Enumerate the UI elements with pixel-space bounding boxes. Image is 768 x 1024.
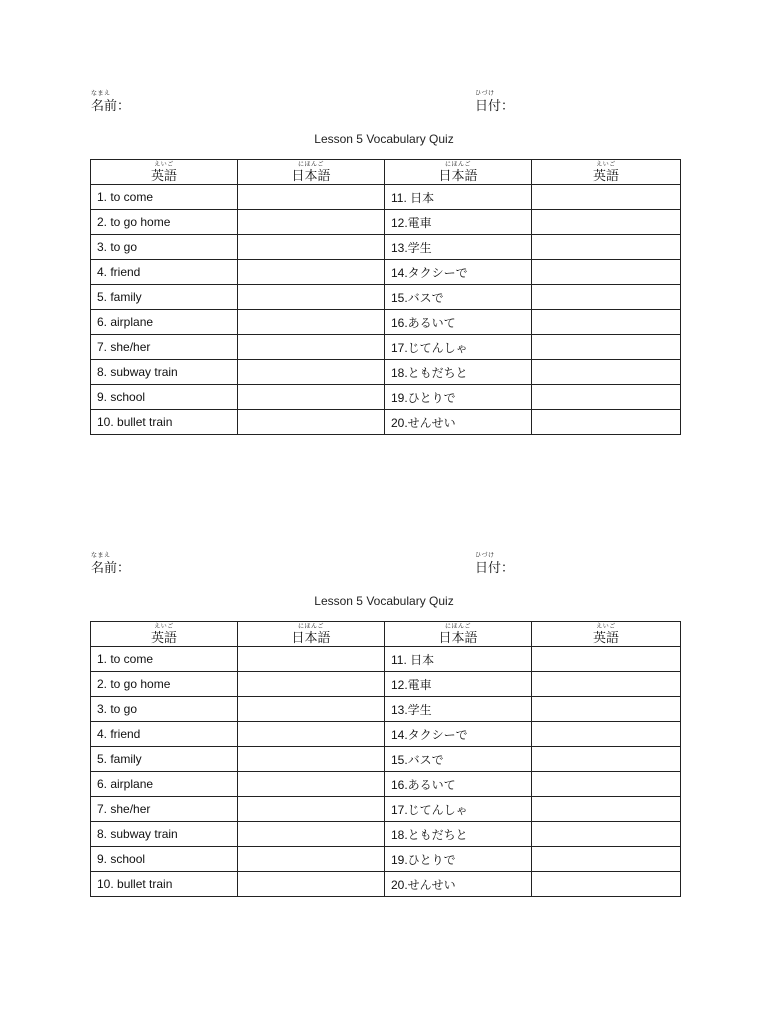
answer-cell[interactable] <box>532 385 681 410</box>
column-header-ruby: えいご <box>596 623 616 630</box>
english-prompt: 5. family <box>91 285 238 310</box>
table-header-row <box>91 160 681 185</box>
english-prompt: 4. friend <box>91 722 238 747</box>
japanese-prompt: 19.ひとりで <box>385 847 532 872</box>
english-prompt: 10. bullet train <box>91 410 238 435</box>
english-prompt: 6. airplane <box>91 772 238 797</box>
japanese-prompt: 16.あるいて <box>385 772 532 797</box>
answer-cell[interactable] <box>532 285 681 310</box>
column-header-ruby: にほんご <box>444 161 471 168</box>
date-field <box>475 91 514 113</box>
english-prompt: 1. to come <box>91 647 238 672</box>
table-row <box>91 697 681 722</box>
japanese-prompt: 18.ともだちと <box>385 822 532 847</box>
japanese-prompt: 17.じてんしゃ <box>385 797 532 822</box>
date-label: 日付： <box>475 560 515 575</box>
name-ruby: なまえ <box>91 553 111 559</box>
column-header-ruby: にほんご <box>444 623 471 630</box>
column-header-english <box>91 160 238 185</box>
answer-cell[interactable] <box>238 672 385 697</box>
english-prompt: 3. to go <box>91 235 238 260</box>
table-row <box>91 772 681 797</box>
japanese-prompt: 18.ともだちと <box>385 360 532 385</box>
column-header-label: 日本語 <box>438 629 478 645</box>
japanese-prompt: 14.タクシーで <box>385 722 532 747</box>
japanese-prompt: 12.電車 <box>385 210 532 235</box>
column-header-english <box>91 622 238 647</box>
table-header-row <box>91 622 681 647</box>
table-row <box>91 847 681 872</box>
table-row <box>91 335 681 360</box>
column-header-ruby: えいご <box>154 161 174 168</box>
table-row <box>91 385 681 410</box>
answer-cell[interactable] <box>532 260 681 285</box>
column-header-label: 日本語 <box>438 167 478 183</box>
answer-cell[interactable] <box>532 697 681 722</box>
quiz-title: Lesson 5 Vocabulary Quiz <box>314 132 454 146</box>
table-row <box>91 797 681 822</box>
answer-cell[interactable] <box>238 797 385 822</box>
english-prompt: 7. she/her <box>91 335 238 360</box>
answer-cell[interactable] <box>532 185 681 210</box>
name-label: 名前： <box>91 560 131 575</box>
japanese-prompt: 11. 日本 <box>385 185 532 210</box>
answer-cell[interactable] <box>532 847 681 872</box>
answer-cell[interactable] <box>532 872 681 897</box>
table-row <box>91 235 681 260</box>
column-header-ruby: えいご <box>596 161 616 168</box>
column-header-label: 日本語 <box>291 629 331 645</box>
answer-cell[interactable] <box>238 335 385 360</box>
column-header-ruby: にほんご <box>297 161 324 168</box>
english-prompt: 8. subway train <box>91 822 238 847</box>
column-header-english <box>532 160 681 185</box>
english-prompt: 9. school <box>91 847 238 872</box>
japanese-prompt: 20.せんせい <box>385 410 532 435</box>
vocab-table <box>90 159 681 435</box>
japanese-prompt: 17.じてんしゃ <box>385 335 532 360</box>
english-prompt: 9. school <box>91 385 238 410</box>
japanese-prompt: 20.せんせい <box>385 872 532 897</box>
name-field <box>91 553 130 575</box>
answer-cell[interactable] <box>238 847 385 872</box>
answer-cell[interactable] <box>238 235 385 260</box>
answer-cell[interactable] <box>532 410 681 435</box>
answer-cell[interactable] <box>238 260 385 285</box>
english-prompt: 6. airplane <box>91 310 238 335</box>
table-row <box>91 647 681 672</box>
japanese-prompt: 12.電車 <box>385 672 532 697</box>
answer-cell[interactable] <box>532 335 681 360</box>
answer-cell[interactable] <box>532 722 681 747</box>
answer-cell[interactable] <box>532 797 681 822</box>
english-prompt: 4. friend <box>91 260 238 285</box>
column-header-label: 英語 <box>150 167 177 183</box>
answer-cell[interactable] <box>532 747 681 772</box>
japanese-prompt: 15.バスで <box>385 747 532 772</box>
column-header-label: 日本語 <box>291 167 331 183</box>
answer-cell[interactable] <box>532 647 681 672</box>
table-row <box>91 285 681 310</box>
table-row <box>91 747 681 772</box>
english-prompt: 8. subway train <box>91 360 238 385</box>
date-field <box>475 553 514 575</box>
answer-cell[interactable] <box>238 747 385 772</box>
name-ruby: なまえ <box>91 91 111 97</box>
column-header-label: 英語 <box>592 167 619 183</box>
vocab-table <box>90 621 681 897</box>
japanese-prompt: 19.ひとりで <box>385 385 532 410</box>
answer-cell[interactable] <box>238 697 385 722</box>
table-row <box>91 185 681 210</box>
japanese-prompt: 15.バスで <box>385 285 532 310</box>
answer-cell[interactable] <box>532 360 681 385</box>
answer-cell[interactable] <box>238 385 385 410</box>
table-row <box>91 872 681 897</box>
answer-cell[interactable] <box>532 310 681 335</box>
answer-cell[interactable] <box>532 672 681 697</box>
answer-cell[interactable] <box>532 772 681 797</box>
japanese-prompt: 16.あるいて <box>385 310 532 335</box>
japanese-prompt: 13.学生 <box>385 235 532 260</box>
answer-cell[interactable] <box>238 310 385 335</box>
answer-cell[interactable] <box>532 822 681 847</box>
column-header-ruby: えいご <box>154 623 174 630</box>
column-header-ruby: にほんご <box>297 623 324 630</box>
answer-cell[interactable] <box>238 872 385 897</box>
column-header-japanese <box>238 160 385 185</box>
answer-cell[interactable] <box>238 285 385 310</box>
answer-cell[interactable] <box>238 722 385 747</box>
quiz-title: Lesson 5 Vocabulary Quiz <box>314 594 454 608</box>
table-row <box>91 410 681 435</box>
english-prompt: 1. to come <box>91 185 238 210</box>
date-label: 日付： <box>475 98 515 113</box>
english-prompt: 5. family <box>91 747 238 772</box>
answer-cell[interactable] <box>238 210 385 235</box>
japanese-prompt: 14.タクシーで <box>385 260 532 285</box>
english-prompt: 2. to go home <box>91 210 238 235</box>
table-row <box>91 210 681 235</box>
answer-cell[interactable] <box>238 647 385 672</box>
table-row <box>91 260 681 285</box>
table-row <box>91 722 681 747</box>
japanese-prompt: 13.学生 <box>385 697 532 722</box>
japanese-prompt: 11. 日本 <box>385 647 532 672</box>
english-prompt: 3. to go <box>91 697 238 722</box>
table-row <box>91 822 681 847</box>
table-row <box>91 672 681 697</box>
column-header-japanese <box>385 622 532 647</box>
column-header-label: 英語 <box>150 629 177 645</box>
table-row <box>91 310 681 335</box>
name-label: 名前： <box>91 98 131 113</box>
column-header-label: 英語 <box>592 629 619 645</box>
column-header-japanese <box>385 160 532 185</box>
date-ruby: ひづけ <box>475 91 495 97</box>
answer-cell[interactable] <box>238 185 385 210</box>
answer-cell[interactable] <box>532 210 681 235</box>
column-header-english <box>532 622 681 647</box>
name-field <box>91 91 130 113</box>
answer-cell[interactable] <box>238 360 385 385</box>
english-prompt: 10. bullet train <box>91 872 238 897</box>
date-ruby: ひづけ <box>475 553 495 559</box>
answer-cell[interactable] <box>532 235 681 260</box>
column-header-japanese <box>238 622 385 647</box>
answer-cell[interactable] <box>238 410 385 435</box>
english-prompt: 2. to go home <box>91 672 238 697</box>
table-row <box>91 360 681 385</box>
english-prompt: 7. she/her <box>91 797 238 822</box>
answer-cell[interactable] <box>238 822 385 847</box>
answer-cell[interactable] <box>238 772 385 797</box>
